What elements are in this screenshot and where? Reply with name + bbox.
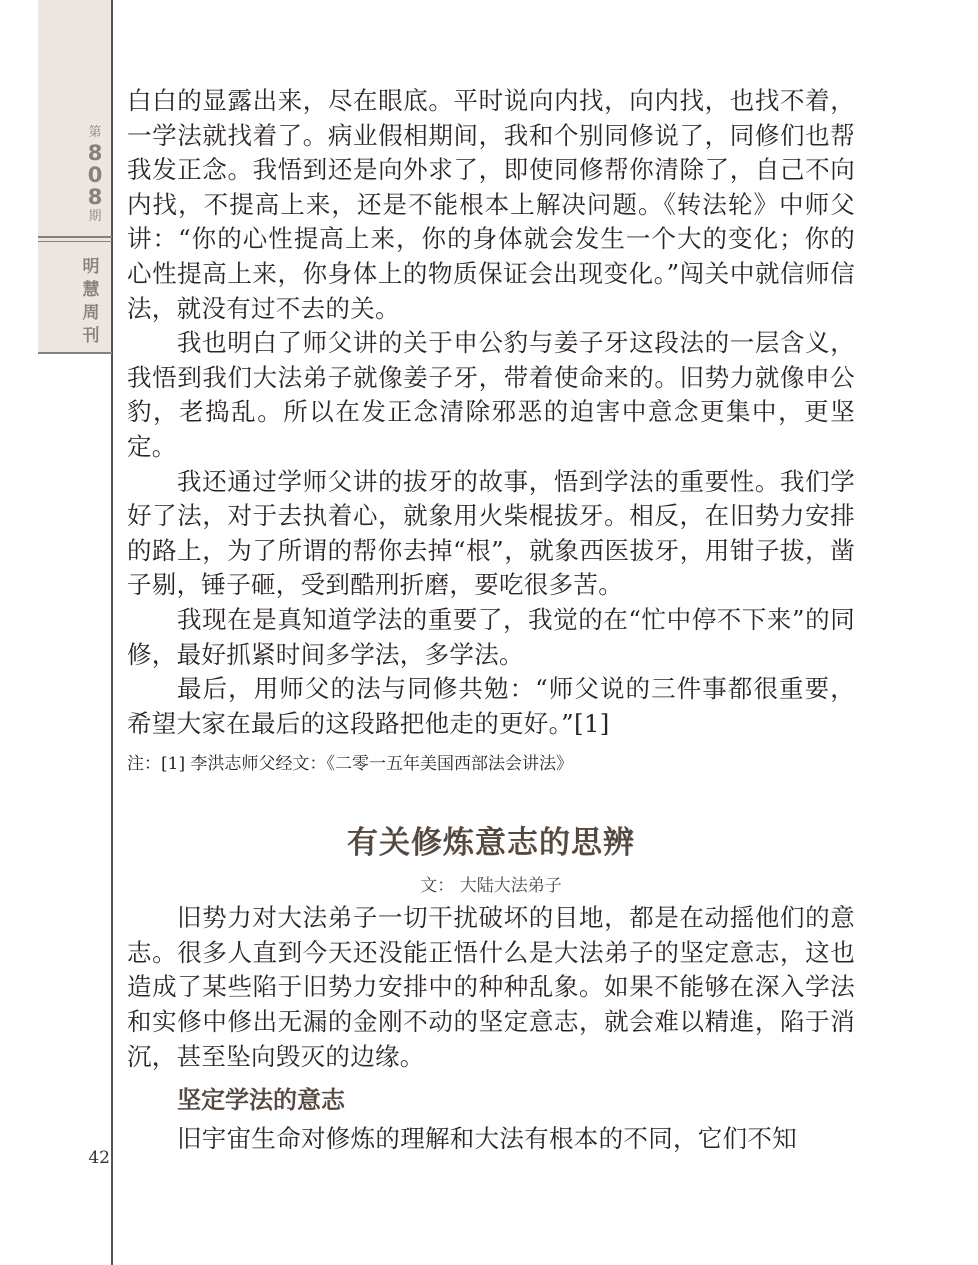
issue-digit: 0 <box>87 163 103 187</box>
article-intro: 旧势力对大法弟子一切干扰破坏的目地，都是在动摇他们的意志。很多人直到今天还没能正悟什么是大法弟子的坚定意志，这也造成了某些陷于旧势力安排中的种种乱象。如果不能够在深入学法和实修中修出无漏的金刚不动的坚定意志，就会难以精進，陷于消沉，甚至坠向毁灭的边缘。 <box>127 903 855 1071</box>
section-paragraph: 旧宇宙生命对修炼的理解和大法有根本的不同，它们不知 <box>177 1124 797 1154</box>
paragraph: 我现在是真知道学法的重要了，我觉的在“忙中停不下来”的同修，最好抓紧时间多学法，多学法。 <box>127 604 855 669</box>
magazine-title-char: 周 <box>82 303 100 323</box>
page-number: 42 <box>88 1148 110 1168</box>
magazine-title <box>78 256 104 348</box>
sidebar-divider <box>38 236 112 238</box>
issue-digit: 8 <box>87 141 103 165</box>
paragraph: 我还通过学师父讲的拔牙的故事，悟到学法的重要性。我们学好了法，对于去执着心，就象用火柴棍拔牙。相反，在旧势力安排的路上，为了所谓的帮你去掉“根”，就象西医拔牙，用钳子拔，凿子剔，锤子砸，受到酷刑折磨，要吃很多苦。 <box>127 466 855 600</box>
magazine-title-char: 慧 <box>82 280 100 300</box>
paragraph: 白白的显露出来，尽在眼底。平时说向内找，向内找，也找不着，一学法就找着了。病业假相期间，我和个别同修说了，同修们也帮我发正念。我悟到还是向外求了，即使同修帮你清除了，自己不向内找，不提高上来，还是不能根本上解决问题。《转法轮》中师父讲：“你的心性提高上来，你的身体就会发生一个大的变化；你的心性提高上来，你身体上的物质保证会出现变化。”闯关中就信师信法，就没有过不去的关。 <box>127 86 855 323</box>
magazine-title-char: 明 <box>82 257 100 277</box>
issue-prefix: 第 <box>88 125 102 140</box>
issue-digit: 8 <box>87 185 103 209</box>
issue-suffix: 期 <box>88 209 102 224</box>
article-byline: 文： 大陆大法弟子 <box>420 876 562 897</box>
paragraph: 最后，用师父的法与同修共勉：“师父说的三件事都很重要，希望大家在最后的这段路把他走的更好。”[1] <box>127 674 855 738</box>
sidebar-divider <box>38 241 112 242</box>
page-content <box>127 84 855 1157</box>
sidebar-divider <box>38 352 112 354</box>
issue-label <box>70 124 120 226</box>
paragraph: 我也明白了师父讲的关于申公豹与姜子牙这段法的一层含义，我悟到我们大法弟子就像姜子牙，带着使命来的。旧势力就像申公豹，老捣乱。所以在发正念清除邪恶的迫害中意念更集中，更坚定。 <box>127 328 855 461</box>
section-heading: 坚定学法的意志 <box>177 1086 345 1115</box>
footnote: 注：[1] 李洪志师父经文：《二零一五年美国西部法会讲法》 <box>127 754 573 775</box>
article-title: 有关修炼意志的思辨 <box>347 825 635 862</box>
magazine-title-char: 刊 <box>82 326 100 346</box>
